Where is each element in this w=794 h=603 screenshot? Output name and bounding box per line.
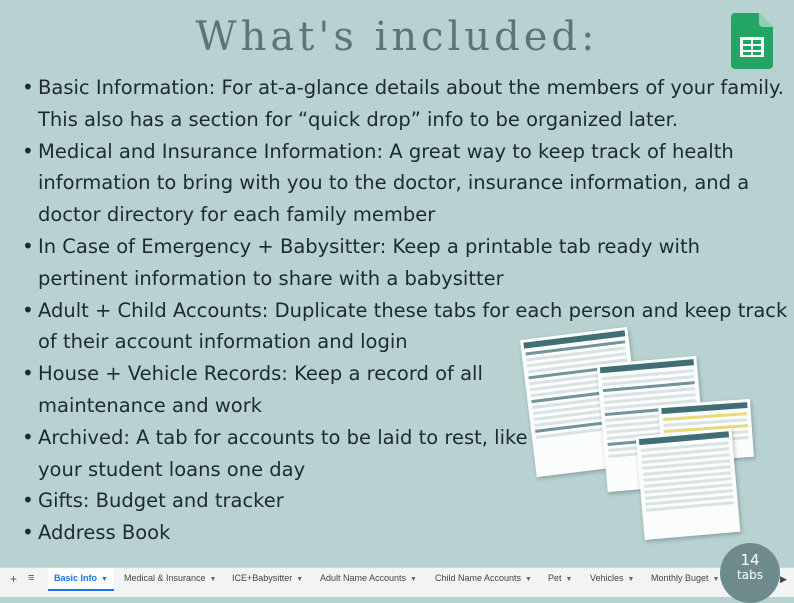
tab-label: Pet (548, 573, 562, 583)
tab-label: ICE+Babysitter (232, 573, 293, 583)
add-sheet-icon[interactable]: + (10, 572, 18, 586)
tab-medical-insurance[interactable] (118, 568, 222, 589)
tab-label: Basic Info (54, 573, 98, 583)
tab-label: Child Name Accounts (435, 573, 522, 583)
chevron-down-icon: ▼ (410, 576, 417, 583)
all-sheets-menu-icon[interactable]: ≡ (28, 572, 35, 584)
chevron-down-icon: ▼ (209, 576, 217, 583)
feature-item: • Address Book (16, 517, 788, 549)
chevron-down-icon: ▼ (712, 576, 720, 583)
tab-count: 14 (740, 551, 760, 569)
sheet-preview (636, 428, 741, 540)
tab-count-label: tabs (737, 568, 763, 582)
feature-item: • Basic Information: For at-a-glance details about the members of your family. This also has a section for “quick drop” info to be organized later. (16, 72, 788, 136)
chevron-down-icon: ▼ (565, 576, 573, 583)
tab-label: Adult Name Accounts (320, 573, 407, 583)
feature-item: • In Case of Emergency + Babysitter: Keep a printable tab ready with pertinent information to share with a babysitter (16, 231, 788, 295)
tab-pet[interactable] (542, 568, 578, 589)
tab-label: Medical & Insurance (124, 573, 206, 583)
feature-item: • House + Vehicle Records: Keep a record of all maintenance and work (16, 358, 528, 422)
tab-count-badge (720, 543, 780, 603)
chevron-down-icon: ▼ (525, 576, 532, 583)
chevron-down-icon: ▼ (101, 576, 108, 583)
google-sheets-icon (731, 13, 773, 69)
tab-adult-name-accounts[interactable] (314, 568, 423, 589)
chevron-down-icon: ▼ (296, 576, 304, 583)
tab-label: Monthly Buget (651, 573, 709, 583)
chevron-down-icon: ▼ (627, 576, 635, 583)
tab-vehicles[interactable] (584, 568, 640, 589)
tab-basic-info[interactable] (48, 568, 114, 591)
tab-child-name-accounts[interactable] (429, 568, 538, 589)
feature-item: • Archived: A tab for accounts to be laid to rest, like your student loans one day (16, 422, 528, 486)
scroll-right-icon[interactable]: ▶ (780, 574, 787, 584)
sheet-tab-bar (0, 567, 794, 597)
tab-label: Vehicles (590, 573, 624, 583)
tab-monthly-buget[interactable] (645, 568, 725, 589)
tab-ice-babysitter[interactable] (226, 568, 309, 589)
feature-item: • Adult + Child Accounts: Duplicate these tabs for each person and keep track of their account information and login (16, 295, 788, 359)
page-title: What's included: (195, 14, 599, 60)
feature-item: • Medical and Insurance Information: A great way to keep track of health information to bring with you to the doctor, insurance information, and a doctor directory for each family member (16, 136, 788, 231)
feature-item: • Gifts: Budget and tracker (16, 485, 788, 517)
